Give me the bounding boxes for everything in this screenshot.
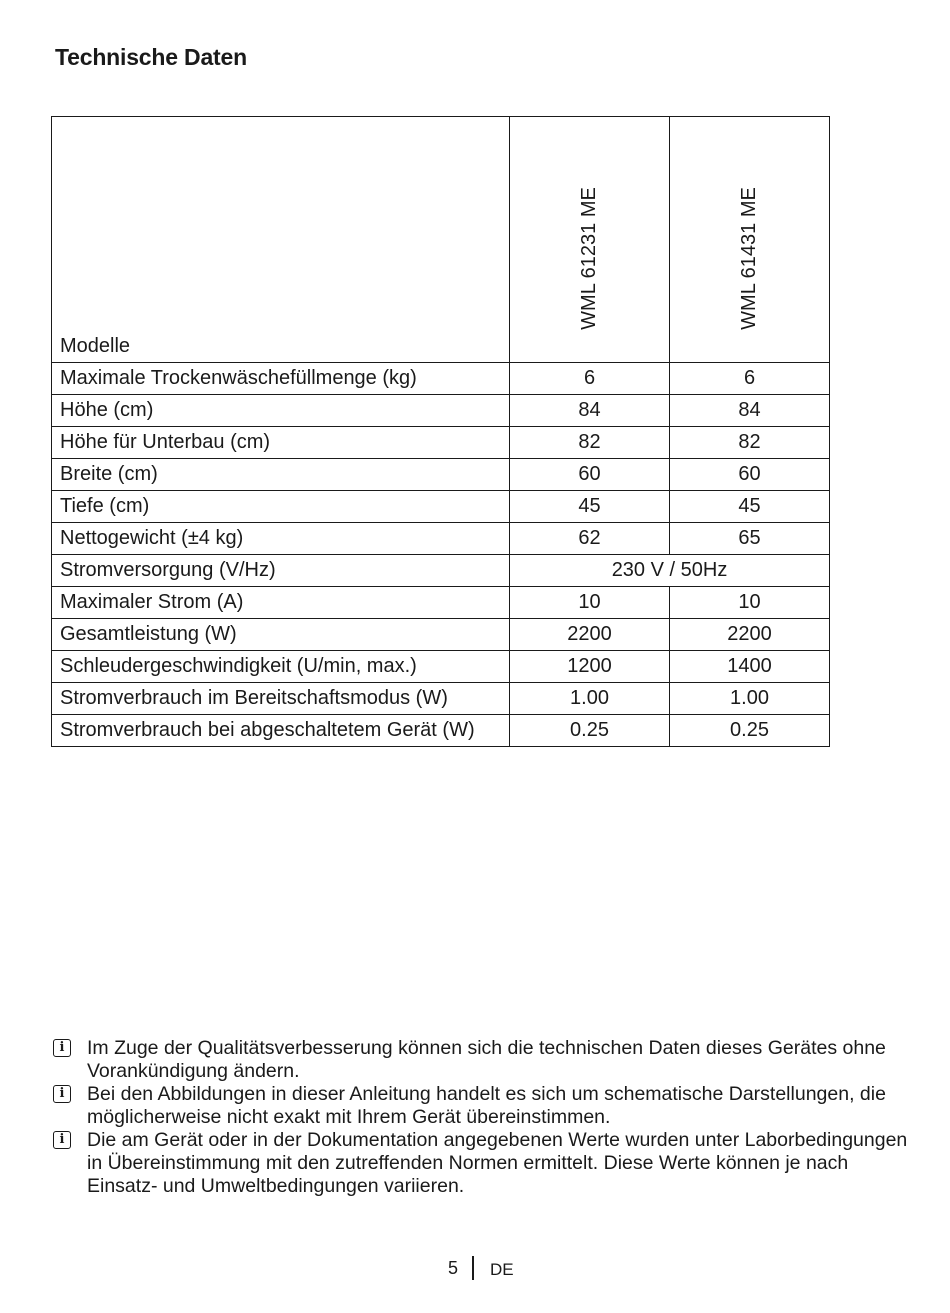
note-item xyxy=(53,1083,913,1129)
model-header-1 xyxy=(510,117,670,363)
row-value: 6 xyxy=(670,363,830,395)
row-value: 2200 xyxy=(670,619,830,651)
table-row xyxy=(52,587,830,619)
row-label: Stromversorgung (V/Hz) xyxy=(52,555,510,587)
table-row xyxy=(52,523,830,555)
language-code: DE xyxy=(490,1260,514,1279)
row-value: 10 xyxy=(510,587,670,619)
note-text: Bei den Abbildungen in dieser Anleitung handelt es sich um schematische Darstellungen, die möglicherweise nicht exakt mit Ihrem Gerät übereinstimmen. xyxy=(87,1083,886,1128)
row-value: 62 xyxy=(510,523,670,555)
table-row xyxy=(52,619,830,651)
model-header-2 xyxy=(670,117,830,363)
row-value: 60 xyxy=(670,459,830,491)
table-row xyxy=(52,715,830,747)
page-title: Technische Daten xyxy=(55,44,247,70)
row-label: Nettogewicht (±4 kg) xyxy=(52,523,510,555)
footer-divider xyxy=(472,1256,474,1280)
row-value: 0.25 xyxy=(670,715,830,747)
row-value: 45 xyxy=(670,491,830,523)
row-value: 1200 xyxy=(510,651,670,683)
row-label: Gesamtleistung (W) xyxy=(52,619,510,651)
row-value: 60 xyxy=(510,459,670,491)
table-row xyxy=(52,651,830,683)
table-row xyxy=(52,459,830,491)
row-value: 84 xyxy=(670,395,830,427)
row-value: 0.25 xyxy=(510,715,670,747)
note-text: Die am Gerät oder in der Dokumentation angegebenen Werte wurden unter Laborbedingungen in Übereinstimmung mit den zutreffenden Normen ermittelt. Diese Werte können je nach Einsatz- und Umweltbedingungen variieren. xyxy=(87,1129,908,1197)
row-value: 10 xyxy=(670,587,830,619)
row-label: Höhe (cm) xyxy=(52,395,510,427)
info-icon: i xyxy=(53,1039,71,1057)
header-label: Modelle xyxy=(52,117,510,363)
row-value: 84 xyxy=(510,395,670,427)
notes-section xyxy=(53,1037,913,1198)
note-text: Im Zuge der Qualitätsverbesserung können sich die technischen Daten dieses Gerätes ohne Vorankündigung ändern. xyxy=(87,1037,886,1082)
table-row xyxy=(52,395,830,427)
row-label: Stromverbrauch im Bereitschaftsmodus (W) xyxy=(52,683,510,715)
row-label: Maximale Trockenwäschefüllmenge (kg) xyxy=(52,363,510,395)
row-label: Höhe für Unterbau (cm) xyxy=(52,427,510,459)
table-header-row xyxy=(52,117,830,363)
row-value: 1.00 xyxy=(670,683,830,715)
info-icon: i xyxy=(53,1131,71,1149)
row-value: 82 xyxy=(510,427,670,459)
page-number: 5 xyxy=(448,1258,459,1278)
table-row xyxy=(52,363,830,395)
row-value: 45 xyxy=(510,491,670,523)
row-value: 65 xyxy=(670,523,830,555)
table-row xyxy=(52,427,830,459)
table-row xyxy=(52,491,830,523)
row-label: Stromverbrauch bei abgeschaltetem Gerät (W) xyxy=(52,715,510,747)
row-value-merged: 230 V / 50Hz xyxy=(510,555,830,587)
row-value: 1.00 xyxy=(510,683,670,715)
table-row xyxy=(52,555,830,587)
row-label: Schleudergeschwindigkeit (U/min, max.) xyxy=(52,651,510,683)
row-label: Tiefe (cm) xyxy=(52,491,510,523)
note-item xyxy=(53,1037,913,1083)
technical-data-table xyxy=(51,116,830,747)
row-value: 2200 xyxy=(510,619,670,651)
table-row xyxy=(52,683,830,715)
row-label: Breite (cm) xyxy=(52,459,510,491)
row-value: 1400 xyxy=(670,651,830,683)
model-name: WML 61431 ME xyxy=(737,187,760,330)
model-name: WML 61231 ME xyxy=(577,187,600,330)
info-icon: i xyxy=(53,1085,71,1103)
row-value: 82 xyxy=(670,427,830,459)
row-value: 6 xyxy=(510,363,670,395)
row-label: Maximaler Strom (A) xyxy=(52,587,510,619)
note-item xyxy=(53,1129,913,1198)
